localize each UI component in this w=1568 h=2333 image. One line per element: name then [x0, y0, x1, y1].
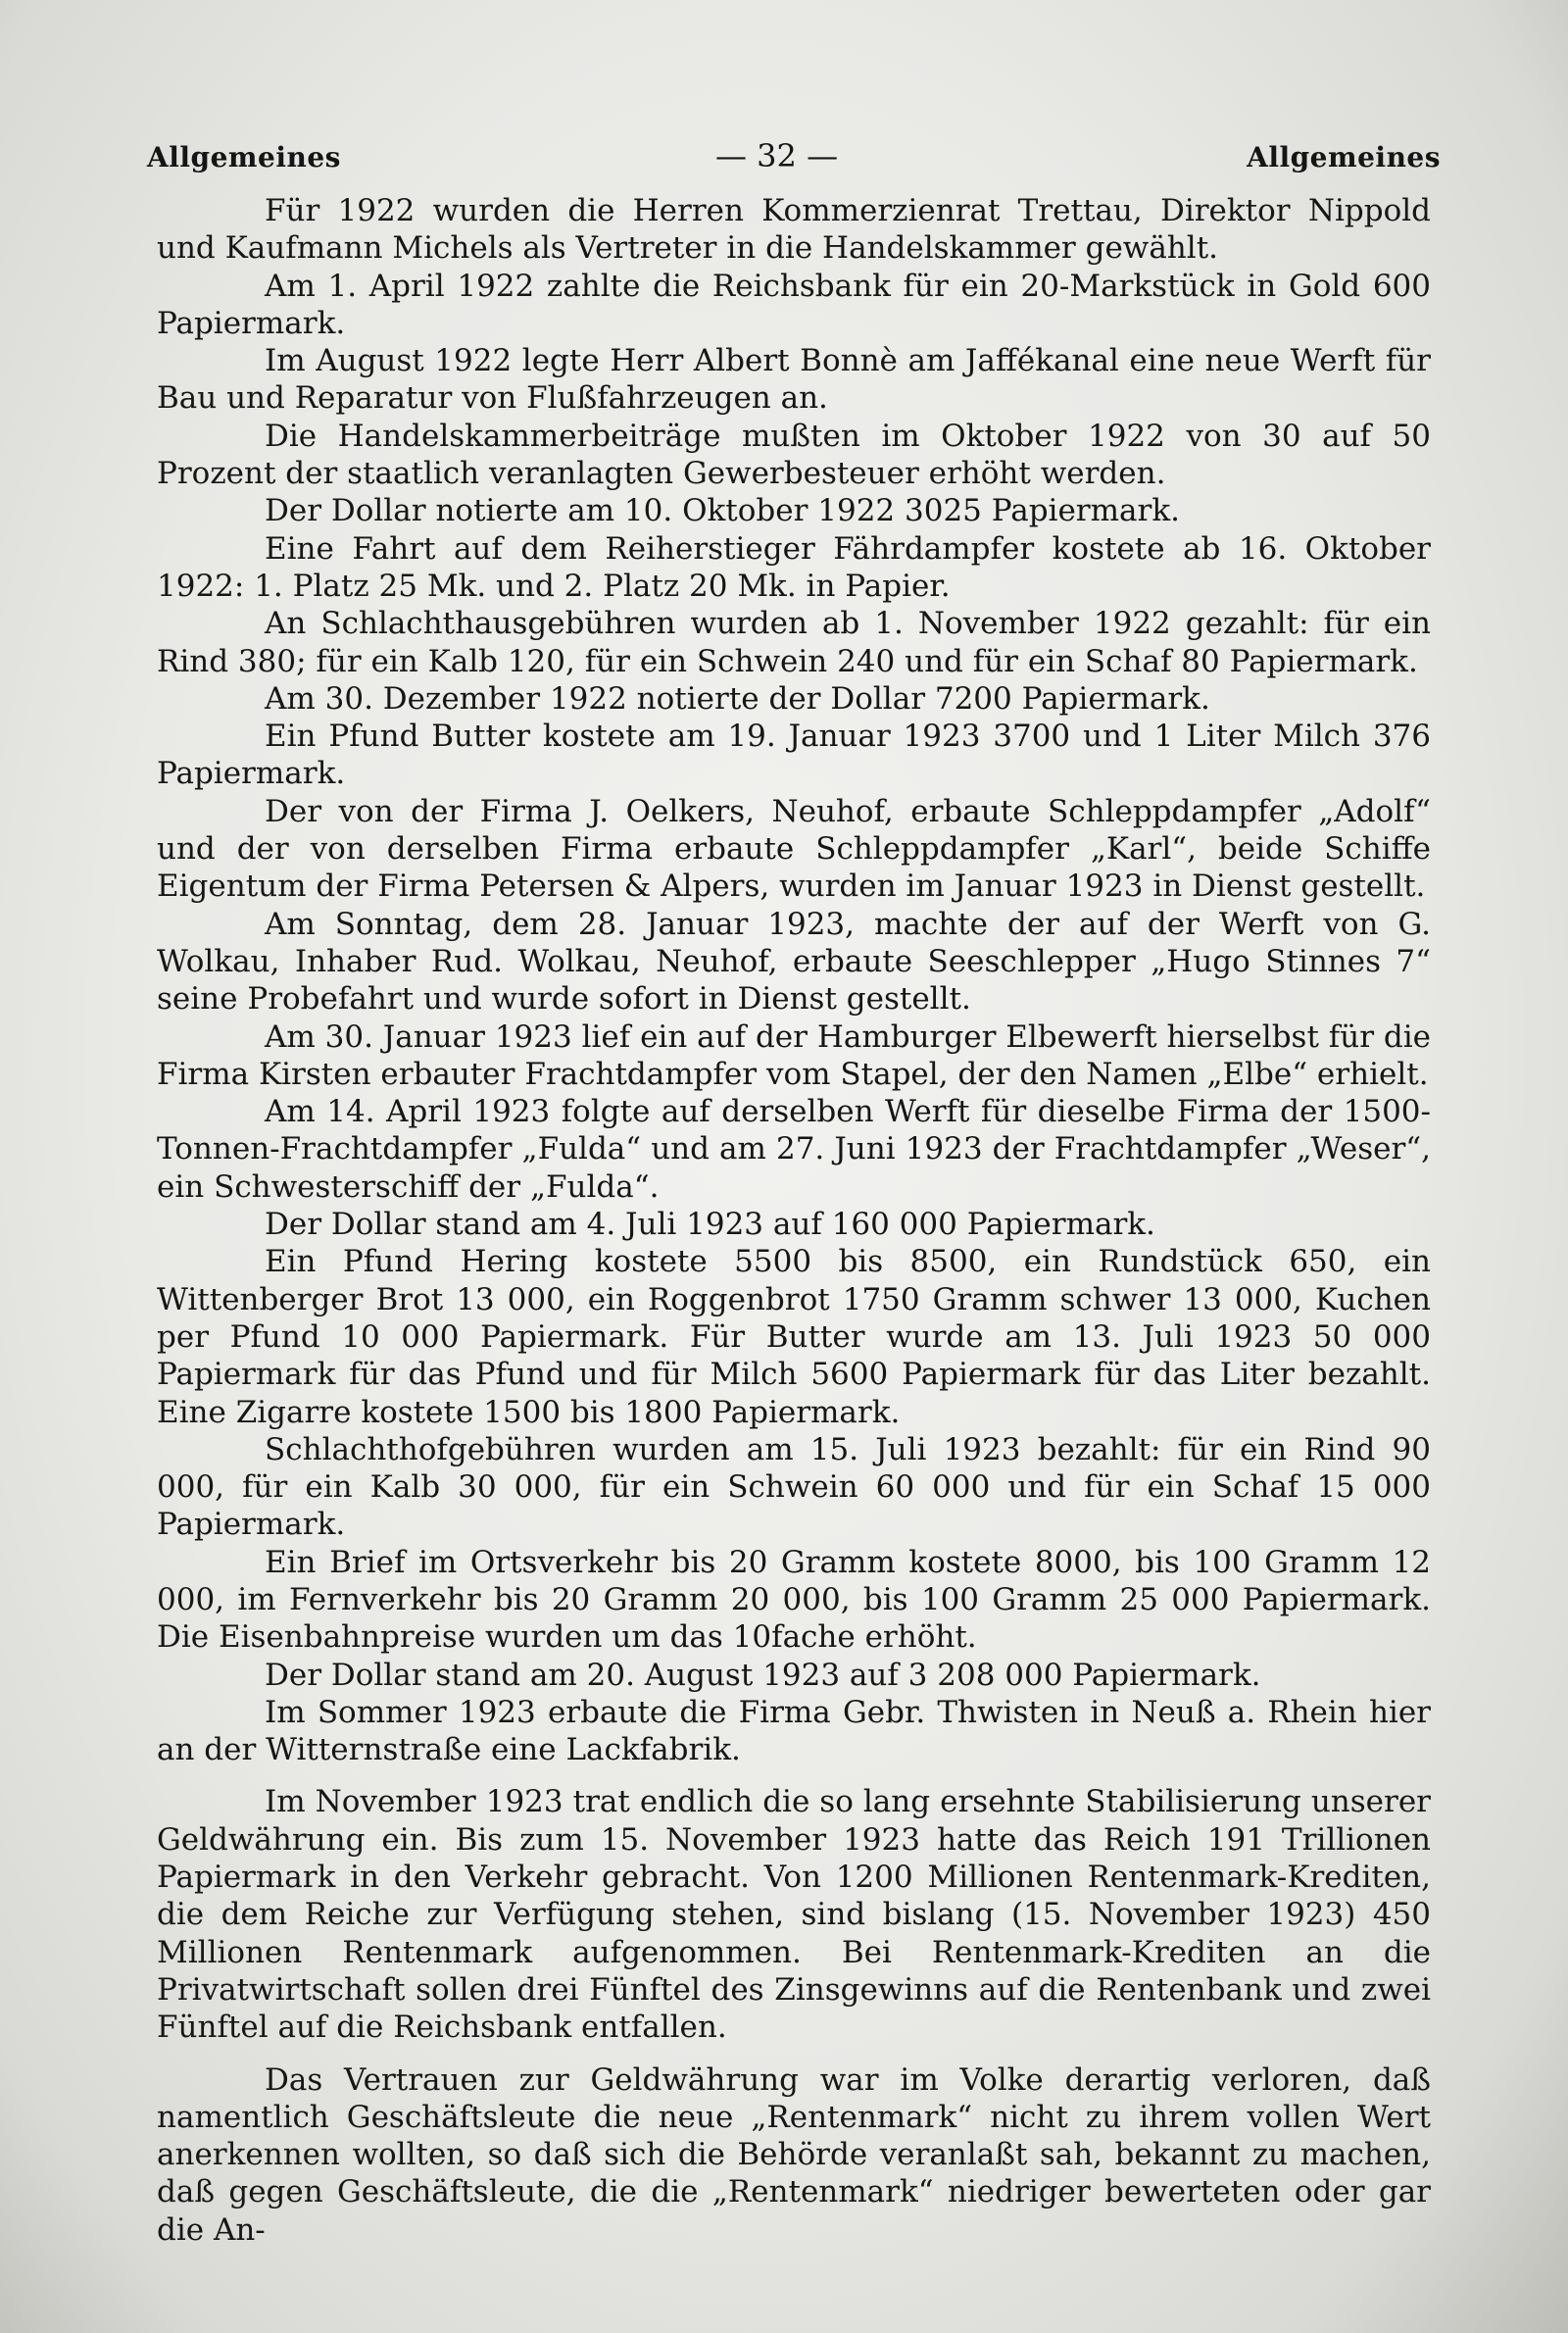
running-head-right: Allgemeines	[1247, 141, 1441, 174]
paragraph: Ein Brief im Ortsverkehr bis 20 Gramm kostete 8000, bis 100 Gramm 12 000, im Fernverkehr bis 20 Gramm 20 000, bis 100 Gramm 25 000 Papiermark. Die Eisenbahnpreise wurden um das 10fache erhöht.	[157, 1544, 1431, 1656]
paragraph: Am Sonntag, dem 28. Januar 1923, machte der auf der Werft von G. Wolkau, Inhaber Rud. Wolkau, Neuhof, erbaute Seeschlepper „Hugo Stinnes 7“ seine Probefahrt und wurde sofort in Dienst gestellt.	[157, 906, 1431, 1018]
paragraph: Der Dollar stand am 4. Juli 1923 auf 160 000 Papiermark.	[265, 1207, 1155, 1243]
paragraph: Für 1922 wurden die Herren Kommerzienrat Trettau, Direktor Nippold und Kaufmann Michels als Vertreter in die Handelskammer gewählt.	[157, 193, 1431, 267]
paragraph: Im November 1923 trat endlich die so lang ersehnte Stabilisierung unserer Geldwährung ein. Bis zum 15. November 1923 hatte das Reich 191 Trillionen Papiermark in den Verkehr gebracht. Von 1200 Millionen Rentenmark-Krediten, die dem Reiche zur Verfügung stehen, sind bislang (15. November 1923) 450 Millionen Rentenmark aufgenommen. Bei Rentenmark-Krediten an die Privatwirtschaft sollen drei Fünftel des Zinsgewinns auf die Rentenbank und zwei Fünftel auf die Reichsbank entfallen.	[157, 1784, 1431, 2046]
page-number: — 32 —	[715, 137, 839, 174]
paragraph: Die Handelskammerbeiträge mußten im Oktober 1922 von 30 auf 50 Prozent der staatlich veranlagten Gewerbesteuer erhöht werden.	[157, 418, 1431, 492]
running-head-left: Allgemeines	[147, 141, 341, 174]
body-text	[157, 192, 1431, 2249]
paragraph: Im August 1922 legte Herr Albert Bonnè am Jaffékanal eine neue Werft für Bau und Reparatur von Flußfahrzeugen an.	[157, 343, 1431, 417]
paragraph: Ein Pfund Hering kostete 5500 bis 8500, ein Rundstück 650, ein Wittenberger Brot 13 000, ein Roggenbrot 1750 Gramm schwer 13 000, Kuchen per Pfund 10 000 Papiermark. Für Butter wurde am 13. Juli 1923 50 000 Papiermark für das Pfund und für Milch 5600 Papiermark für das Liter bezahlt. Eine Zigarre kostete 1500 bis 1800 Papiermark.	[157, 1244, 1431, 1430]
paragraph: Am 1. April 1922 zahlte die Reichsbank für ein 20-Markstück in Gold 600 Papiermark.	[157, 268, 1431, 341]
paragraph: Schlachthofgebühren wurden am 15. Juli 1923 bezahlt: für ein Rind 90 000, für ein Kalb 30 000, für ein Schwein 60 000 und für ein Schaf 15 000 Papiermark.	[157, 1431, 1431, 1543]
page-header	[147, 137, 1441, 182]
paragraph: Der von der Firma J. Oelkers, Neuhof, erbaute Schleppdampfer „Adolf“ und der von derselben Firma erbaute Schleppdampfer „Karl“, beide Schiffe Eigentum der Firma Petersen & Alpers, wurden im Januar 1923 in Dienst gestellt.	[157, 793, 1431, 905]
paragraph: Der Dollar notierte am 10. Oktober 1922 3025 Papiermark.	[265, 493, 1180, 529]
paragraph: An Schlachthausgebühren wurden ab 1. November 1922 gezahlt: für ein Rind 380; für ein Kalb 120, für ein Schwein 240 und für ein Schaf 80 Papiermark.	[157, 606, 1431, 679]
paragraph: Am 30. Dezember 1922 notierte der Dollar 7200 Papiermark.	[265, 680, 1210, 717]
paragraph: Im Sommer 1923 erbaute die Firma Gebr. Thwisten in Neuß a. Rhein hier an der Witternstraße eine Lackfabrik.	[157, 1694, 1431, 1768]
paragraph: Der Dollar stand am 20. August 1923 auf 3 208 000 Papiermark.	[265, 1657, 1261, 1693]
paragraph: Das Vertrauen zur Geldwährung war im Volke derartig verloren, daß namentlich Geschäftsleute die neue „Rentenmark“ nicht zu ihrem vollen Wert anerkennen wollten, so daß sich die Behörde veranlaßt sah, bekannt zu machen, daß gegen Geschäftsleute, die die „Rentenmark“ niedriger bewerteten oder gar die An-	[157, 2061, 1431, 2248]
paragraph: Am 30. Januar 1923 lief ein auf der Hamburger Elbewerft hierselbst für die Firma Kirsten erbauter Frachtdampfer vom Stapel, der den Namen „Elbe“ erhielt.	[157, 1018, 1431, 1092]
paragraph: Ein Pfund Butter kostete am 19. Januar 1923 3700 und 1 Liter Milch 376 Papiermark.	[157, 719, 1431, 792]
paragraph: Eine Fahrt auf dem Reiherstieger Fährdampfer kostete ab 16. Oktober 1922: 1. Platz 25 Mk. und 2. Platz 20 Mk. in Papier.	[157, 530, 1431, 604]
paragraph: Am 14. April 1923 folgte auf derselben Werft für dieselbe Firma der 1500-Tonnen-Frachtdampfer „Fulda“ und am 27. Juni 1923 der Frachtdampfer „Weser“, ein Schwesterschiff der „Fulda“.	[157, 1094, 1431, 1205]
